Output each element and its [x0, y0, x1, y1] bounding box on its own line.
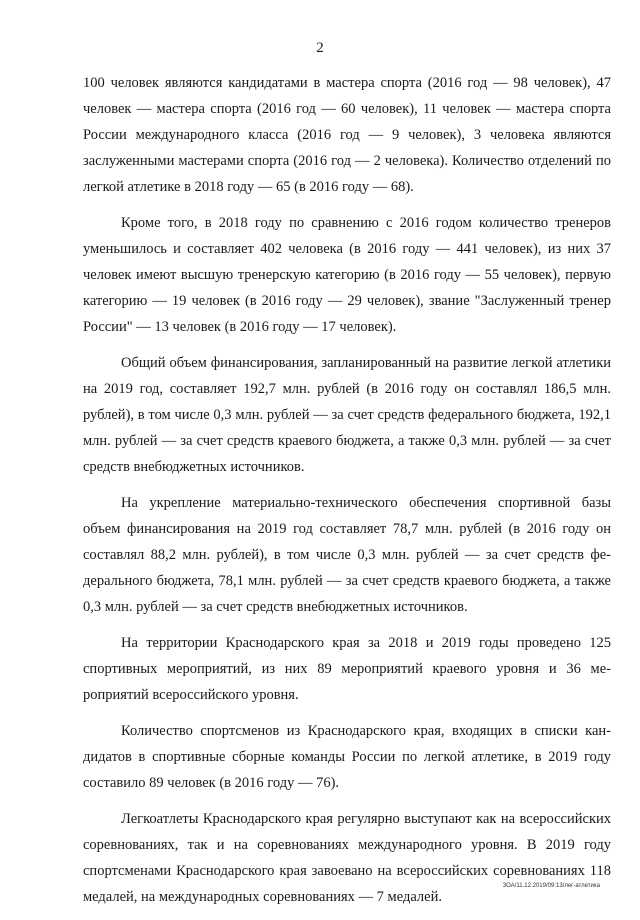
page-number: 2 [316, 40, 324, 56]
body-text [83, 70, 611, 920]
document-footer-code: ЗОА/11.12.2019/09:13/лег-атлетика [502, 883, 600, 889]
paragraph-national-team-candidates: Количество спортсменов из Краснодарского края, входящих в списки кандидатов в спортивные сборные команды России по легкой атлетике, в 2019 году составило 89 человек (в 2016 году — 76). [83, 723, 611, 791]
paragraph-infrastructure-funding: На укрепление материально-технического обеспечения спортивной базы объем финансирования на 2019 год составляет 78,7 млн. рублей (в 2016 году он составлял 88,2 млн. рублей), в том числе 0,3 млн. рублей — за счет средств федерального бюджета, 78,1 млн. рублей — за счет средств краевого бюджета, а также 0,3 млн. рублей — за счет средств внебюджетных источников. [83, 495, 611, 615]
paragraph-medals: Легкоатлеты Краснодарского края регулярно выступают как на всероссийских соревнованиях, так и на соревнованиях международного уровня. В 2019 году спортсменами Краснодарского края завоевано на всероссийских соревнованиях 118 медалей, на международных соревнованиях — 7 медалей. [83, 811, 611, 905]
paragraph-athletes-ranks: 100 человек являются кандидатами в мастера спорта (2016 год — 98 человек), 47 человек — мастера спорта (2016 год — 60 человек), 11 человек — мастера спорта России международного класса (2016 год — 9 человек), 3 человека являются заслуженными мастерами спорта (2016 год — 2 человека). Количество отделений по легкой атлетике в 2018 году — 65 (в 2016 году — 68). [83, 75, 611, 195]
paragraph-events: На территории Краснодарского края за 2018 и 2019 годы проведено 125 спортивных мероприятий, из них 89 мероприятий краевого уровня и 36 мероприятий всероссийского уровня. [83, 635, 611, 703]
paragraph-coaches: Кроме того, в 2018 году по сравнению с 2016 годом количество тренеров уменьшилось и составляет 402 человека (в 2016 году — 441 человек), из них 37 человек имеют высшую тренерскую категорию (в 2016 году — 55 человек), первую категорию — 19 человек (в 2016 году — 29 человек), звание "Заслуженный тренер России" — 13 человек (в 2016 году — 17 человек). [83, 215, 611, 335]
paragraph-funding: Общий объем финансирования, запланированный на развитие легкой атлетики на 2019 год, составляет 192,7 млн. рублей (в 2016 году он составлял 186,5 млн. рублей), в том числе 0,3 млн. рублей — за счет средств федерального бюджета, 192,1 млн. рублей — за счет средств краевого бюджета, а также 0,3 млн. рублей — за счет средств внебюджетных источников. [83, 355, 611, 475]
